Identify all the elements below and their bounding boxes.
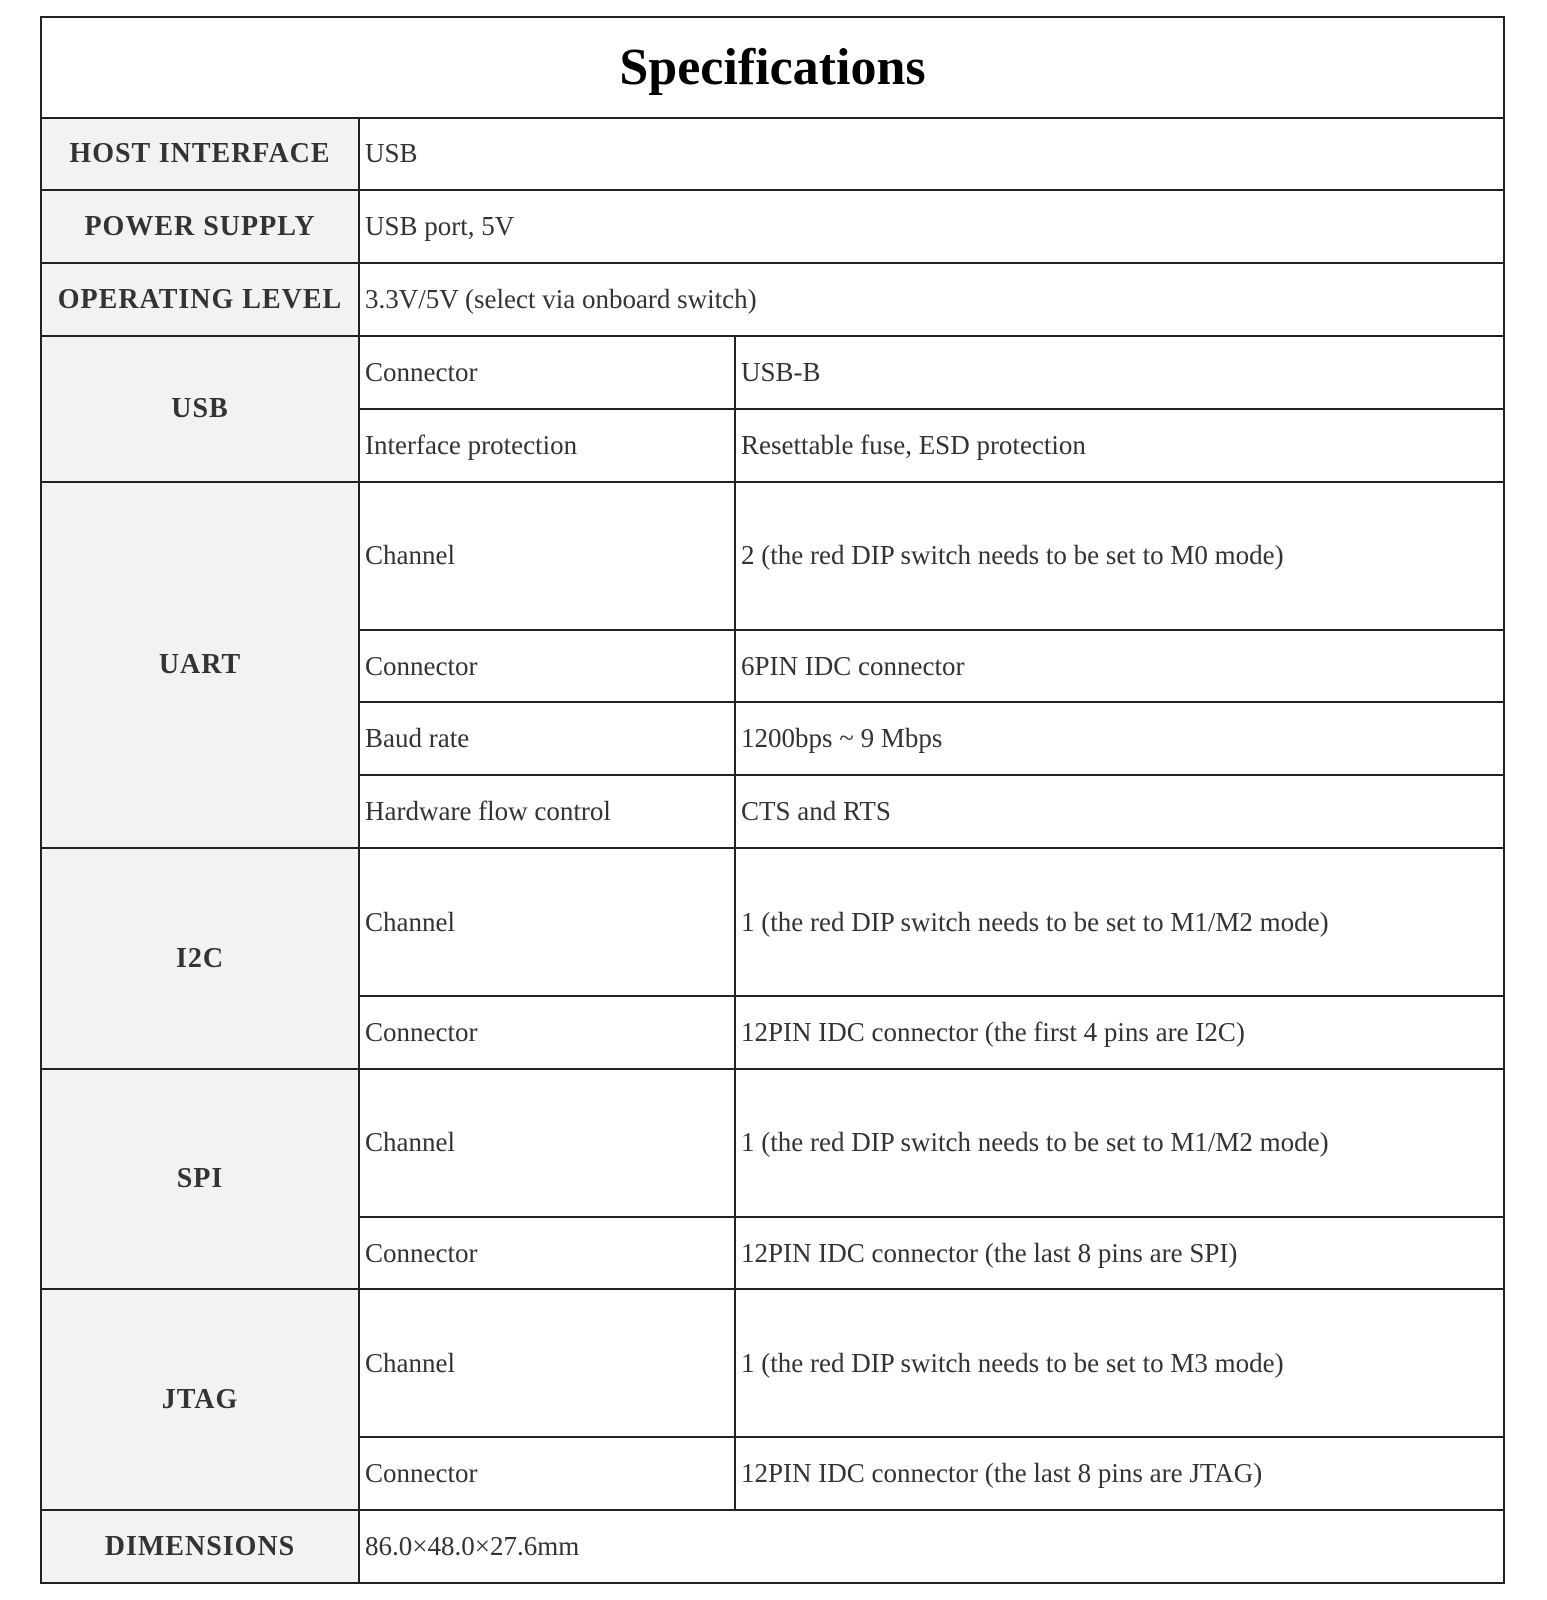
table-row: [41, 118, 1504, 191]
table-row: [41, 1069, 1504, 1217]
item-value: 2 (the red DIP switch needs to be set to M0 mode): [735, 482, 1504, 630]
item-name: Connector: [359, 1437, 735, 1510]
category-usb: USB: [41, 336, 359, 482]
category-host-interface: HOST INTERFACE: [41, 118, 359, 191]
item-value: USB-B: [735, 336, 1504, 409]
title-row: [41, 17, 1504, 118]
item-name: Hardware flow control: [359, 775, 735, 848]
item-name: Channel: [359, 1289, 735, 1437]
item-value: 12PIN IDC connector (the last 8 pins are JTAG): [735, 1437, 1504, 1510]
category-i2c: I2C: [41, 848, 359, 1069]
value-host-interface: USB: [359, 118, 1504, 191]
table-row: [41, 1510, 1504, 1583]
item-value: 1 (the red DIP switch needs to be set to M1/M2 mode): [735, 848, 1504, 996]
specifications-table: [40, 16, 1505, 1584]
table-row: [41, 263, 1504, 336]
item-name: Connector: [359, 1217, 735, 1290]
item-name: Connector: [359, 336, 735, 409]
category-uart: UART: [41, 482, 359, 848]
item-name: Channel: [359, 482, 735, 630]
item-value: CTS and RTS: [735, 775, 1504, 848]
category-spi: SPI: [41, 1069, 359, 1290]
item-value: 6PIN IDC connector: [735, 630, 1504, 703]
item-name: Baud rate: [359, 702, 735, 775]
value-operating-level: 3.3V/5V (select via onboard switch): [359, 263, 1504, 336]
item-name: Connector: [359, 630, 735, 703]
table-title: Specifications: [41, 17, 1504, 118]
item-name: Interface protection: [359, 409, 735, 482]
value-power-supply: USB port, 5V: [359, 190, 1504, 263]
table-row: [41, 336, 1504, 409]
item-value: 1200bps ~ 9 Mbps: [735, 702, 1504, 775]
table-row: [41, 1289, 1504, 1437]
table-row: [41, 848, 1504, 996]
item-value: 12PIN IDC connector (the first 4 pins are I2C): [735, 996, 1504, 1069]
table-row: [41, 190, 1504, 263]
category-operating-level: OPERATING LEVEL: [41, 263, 359, 336]
category-jtag: JTAG: [41, 1289, 359, 1510]
item-name: Connector: [359, 996, 735, 1069]
item-value: 1 (the red DIP switch needs to be set to M3 mode): [735, 1289, 1504, 1437]
item-name: Channel: [359, 848, 735, 996]
item-name: Channel: [359, 1069, 735, 1217]
category-power-supply: POWER SUPPLY: [41, 190, 359, 263]
item-value: 12PIN IDC connector (the last 8 pins are SPI): [735, 1217, 1504, 1290]
category-dimensions: DIMENSIONS: [41, 1510, 359, 1583]
item-value: 1 (the red DIP switch needs to be set to M1/M2 mode): [735, 1069, 1504, 1217]
value-dimensions: 86.0×48.0×27.6mm: [359, 1510, 1504, 1583]
item-value: Resettable fuse, ESD protection: [735, 409, 1504, 482]
table-row: [41, 482, 1504, 630]
